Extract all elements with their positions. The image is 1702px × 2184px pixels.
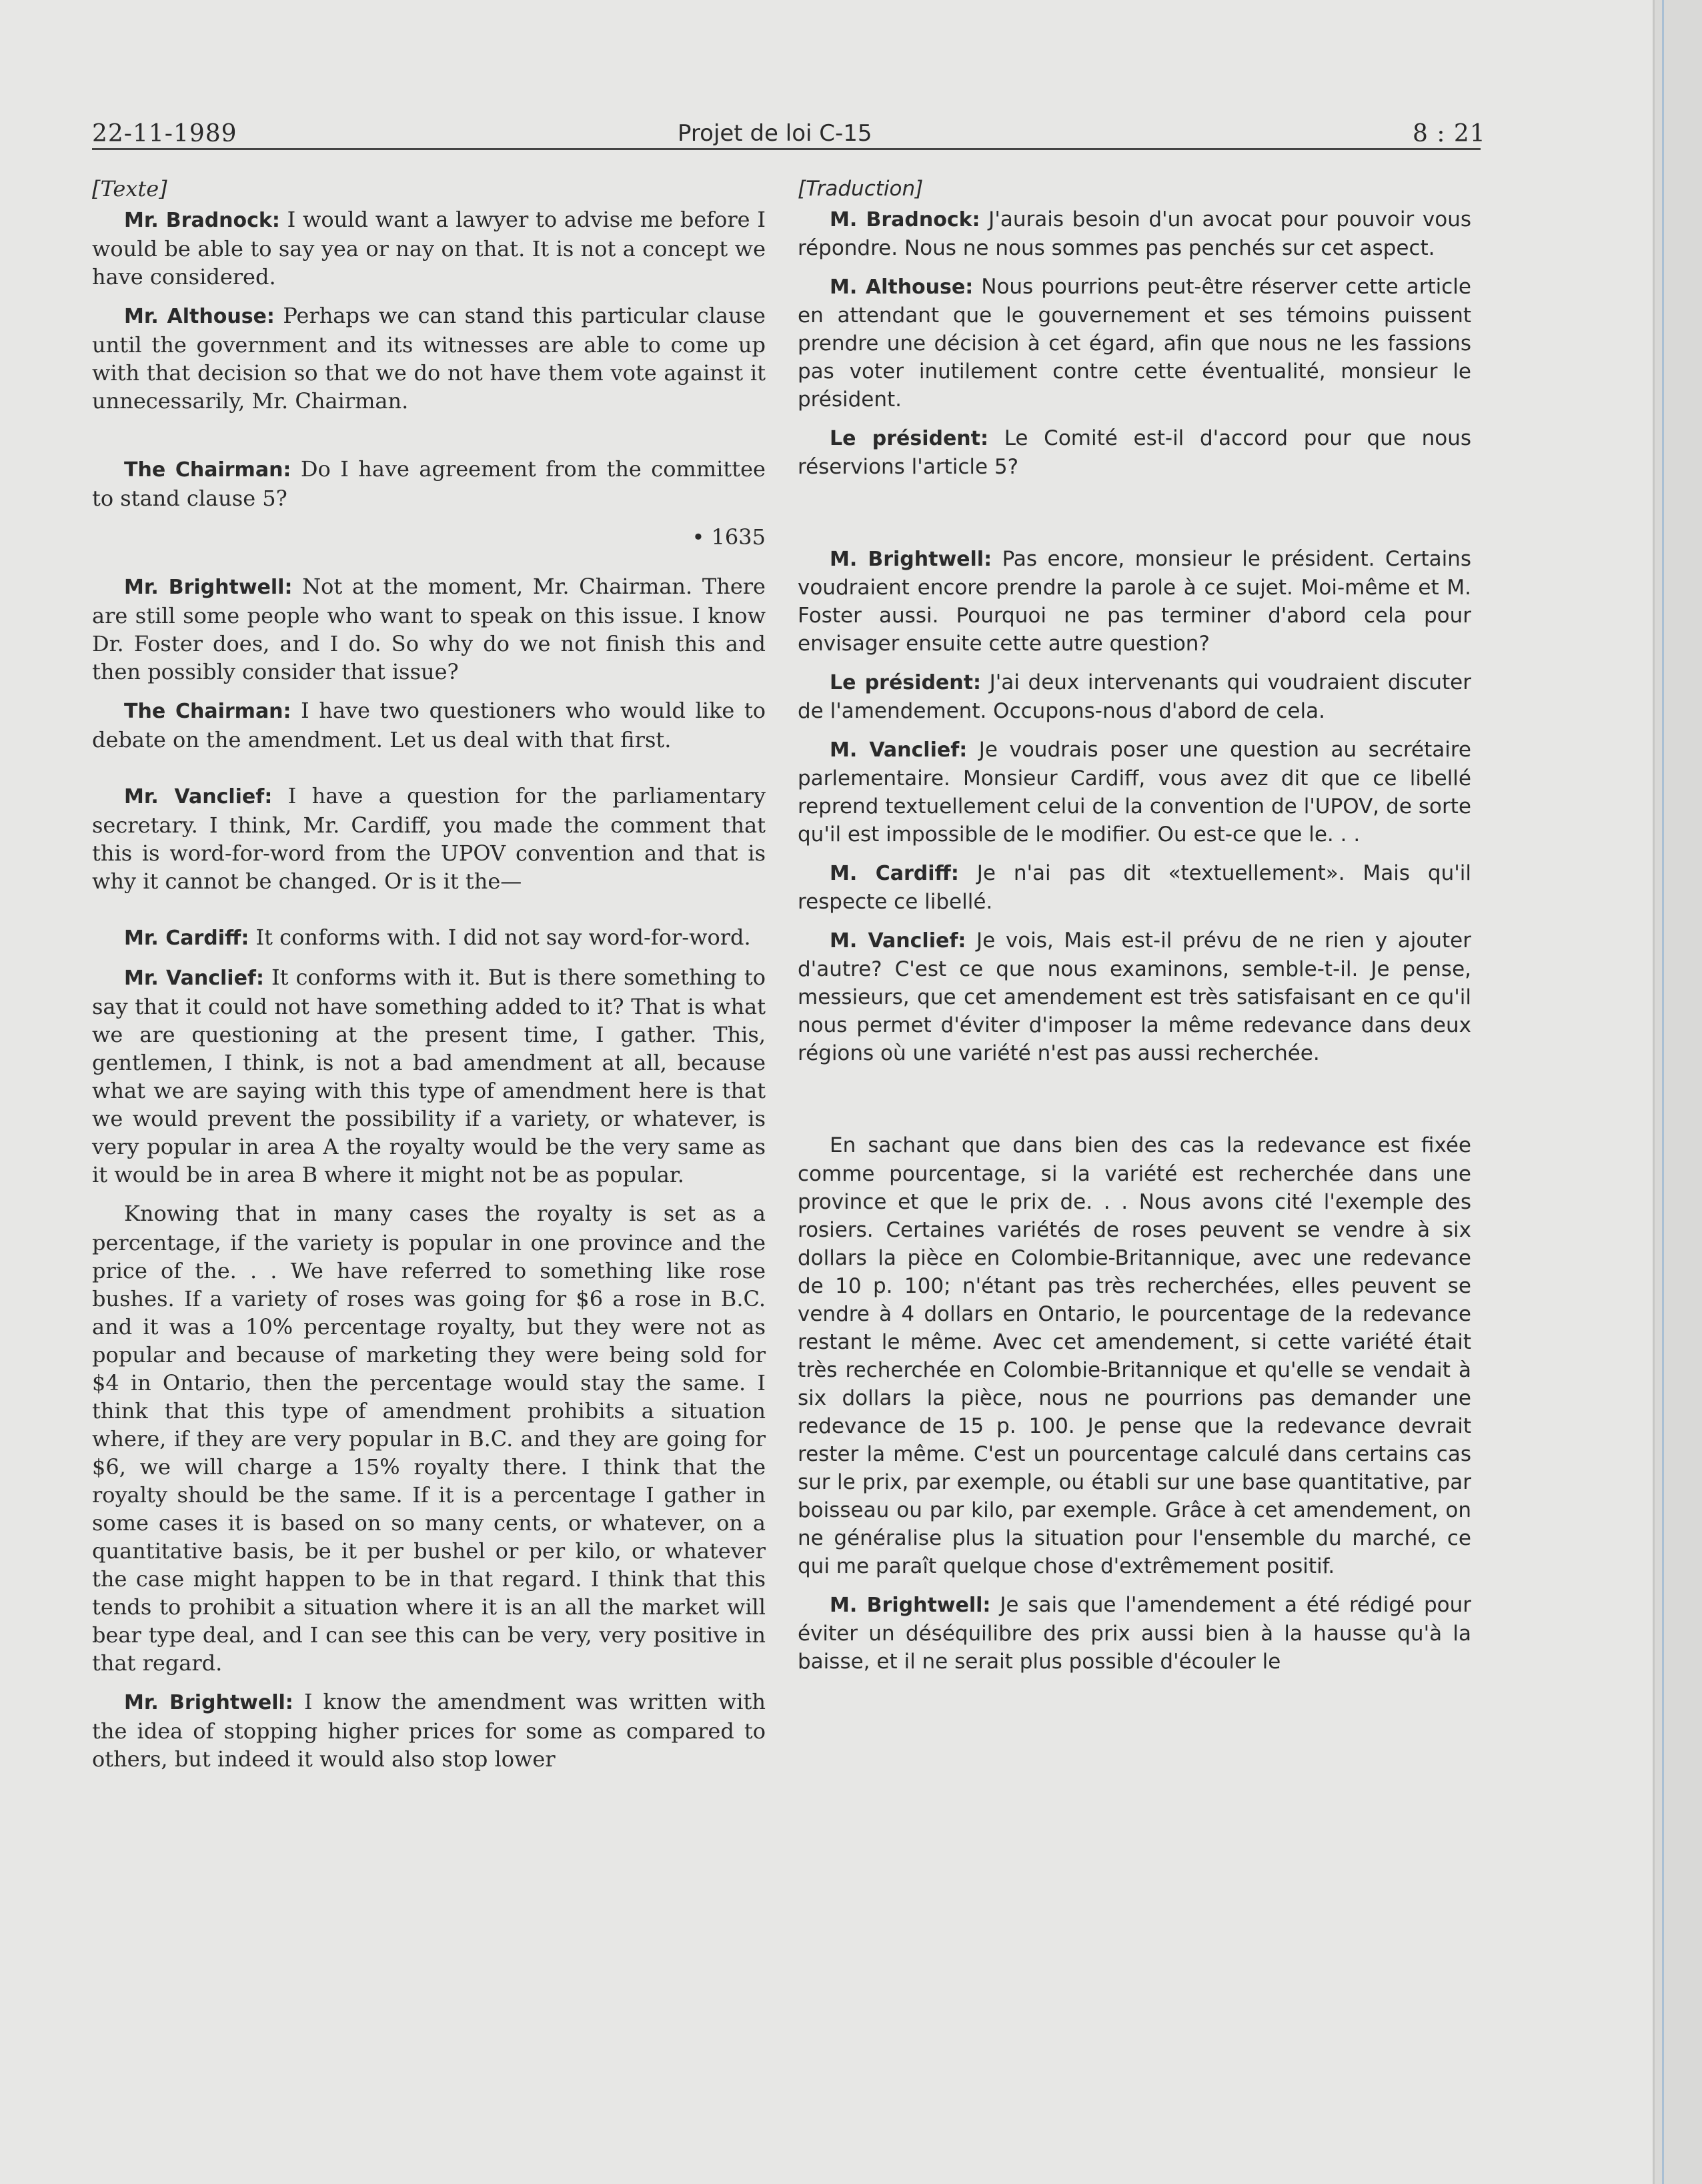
speaker-name: Mr. Brightwell: [124, 1691, 293, 1714]
speech-text: Le Comité est-il d'accord pour que nous réservions l'article 5? [798, 426, 1471, 479]
speech-text: It conforms with. I did not say word-for-word. [249, 925, 751, 950]
header-rule [92, 148, 1481, 150]
speech-text: Je n'ai pas dit «textuellement». Mais qu'il respecte ce libellé. [798, 861, 1471, 914]
speaker-name: Mr. Vanclief: [124, 785, 273, 808]
translation-marker: [Traduction] [798, 177, 924, 201]
speaker-name: M. Brightwell: [830, 1594, 991, 1617]
header-page-number: 8 : 21 [1413, 120, 1486, 147]
speech-text: En sachant que dans bien des cas la redevance est fixée comme pourcentage, si la variété est recherchée dans une province et que le prix de. . . Nous avons cité l'exemple des rosiers. Certaines variétés de roses peuvent se vendre à six dollars la pièce en Colombie-Britannique, avec une redevance de 10 p. 100; n'étant pas très recherchées, elles peuvent se vendre à 4 dollars en Ontario, le pourcentage de la redevance restant le même. Avec cet amendement, si cette variété était très recherchée en Colombie-Britannique et qu'elle se vendait à six dollars la pièce, nous ne pourrions pas demander une redevance de 15 p. 100. Je pense que la redevance devrait rester la même. C'est un pourcentage calculé dans certains cas sur le prix, par exemple, ou établi sur une base quantitative, par boisseau ou par kilo, par exemple. Grâce à cet amendement, on ne généralise plus la situation pour l'ensemble du marché, ce qui me paraît quelque chose d'extrêmement positif. [798, 1133, 1471, 1578]
speech-text: I have a question for the parliamentary secretary. I think, Mr. Cardiff, you made the comment that this is word-for-word from the UPOV convention and that is why it cannot be changed. Or is it the— [92, 783, 766, 894]
speaker-name: The Chairman: [124, 458, 291, 482]
paragraph [798, 1131, 1471, 1580]
paragraph [92, 1688, 766, 1773]
speaker-name: The Chairman: [124, 700, 291, 723]
spacer [798, 1078, 1471, 1131]
speech-text: Knowing that in many cases the royalty is set as a percentage, if the variety is popular in one province and the price of the. . . We have referred to something like rose bushes. If a variety of roses was going for $6 a rose in B.C. and it was a 10% percentage royalty, but they were not as popular and because of marketing they were being sold for $4 in Ontario, then the percentage would stay the same. I think that this type of amendment prohibits a situation where, if they are very popular in B.C. and they are going for $6, we will charge a 15% royalty there. I think that the royalty should be the same. If it is a percentage I gather in some cases it is based on so many cents, or whatever, on a quantitative basis, be it per bushel or per kilo, or whatever the case might happen to be in that regard. I think that this tends to prohibit a situation where it is an all the market will bear type deal, and I can see this can be very, very positive in that regard. [92, 1201, 766, 1676]
paragraph [92, 302, 766, 415]
french-column [798, 175, 1471, 1686]
speaker-name: Mr. Bradnock: [124, 209, 280, 232]
speaker-name: Mr. Cardiff: [124, 927, 249, 950]
speaker-name: M. Althouse: [830, 276, 974, 299]
paragraph [798, 1591, 1471, 1676]
paragraph [92, 1199, 766, 1677]
speech-text: I know the amendment was written with the idea of stopping higher prices for some as compared to others, but indeed it would also stop lower [92, 1689, 766, 1772]
paragraph [798, 736, 1471, 849]
speech-text: Not at the moment, Mr. Chairman. There are still some people who want to speak on this issue. I know Dr. Foster does, and I do. So why do we not finish this and then possibly consider that issue? [92, 574, 766, 684]
paragraph [92, 696, 766, 754]
speaker-name: M. Bradnock: [830, 208, 980, 231]
speaker-name: Mr. Vanclief: [124, 967, 264, 990]
paragraph [92, 455, 766, 512]
paragraph [798, 668, 1471, 725]
paragraph [798, 545, 1471, 658]
paragraph [92, 572, 766, 686]
time-stamp: • 1635 [692, 524, 766, 550]
speaker-name: Le président: [830, 427, 989, 450]
paragraph [798, 424, 1471, 481]
speech-text: Je vois, Mais est-il prévu de ne rien y ajouter d'autre? C'est ce que nous examinons, semble-t-il. Je pense, messieurs, que cet amendement est très satisfaisant en ce qu'il nous permet d'éviter d'imposer la même redevance dans deux régions où une variété n'est pas aussi recherchée. [798, 929, 1471, 1065]
spacer [92, 426, 766, 455]
paragraph [798, 927, 1471, 1067]
spacer [92, 764, 766, 782]
speaker-name: M. Cardiff: [830, 862, 959, 885]
speech-text: Nous pourrions peut-être réserver cette article en attendant que le gouvernement et ses témoins puissent prendre une décision à cet égard, afin que nous ne les fassions pas voter inutilement contre cette éventualité, monsieur le président. [798, 275, 1471, 412]
speech-text: J'ai deux intervenants qui voudraient discuter de l'amendement. Occupons-nous d'abord de cela. [798, 670, 1471, 723]
paragraph [798, 205, 1471, 262]
speaker-name: Mr. Althouse: [124, 305, 275, 328]
speech-text: I would want a lawyer to advise me before I would be able to say yea or nay on that. It is not a concept we have considered. [92, 207, 766, 290]
speaker-name: M. Vanclief: [830, 929, 966, 953]
paragraph [92, 963, 766, 1189]
speaker-name: M. Vanclief: [830, 738, 968, 762]
page-edge [1653, 0, 1655, 2184]
header-title: Projet de loi C-15 [678, 120, 872, 147]
speech-text: J'aurais besoin d'un avocat pour pouvoir vous répondre. Nous ne nous sommes pas penchés sur cet aspect. [798, 207, 1471, 260]
header-date: 22-11-1989 [92, 120, 237, 147]
english-column [92, 175, 766, 1784]
speech-text: Pas encore, monsieur le président. Certains voudraient encore prendre la parole à ce sujet. Moi-même et M. Foster aussi. Pourquoi ne pas terminer d'abord cela pour envisager ensuite cette autre question? [798, 547, 1472, 656]
speech-text: It conforms with it. But is there something to say that it could not have something added to it? That is what we are questioning at the present time, I gather. This, gentlemen, I think, is not a bad amendment at all, because what we are saying with this type of amendment here is that we would prevent the possibility if a variety, or whatever, is very popular in area A the royalty would be the very same as it would be in area B where it might not be as popular. [92, 965, 766, 1187]
binding-edge [1662, 0, 1664, 2184]
speech-text: I have two questioners who would like to debate on the amendment. Let us deal with that first. [92, 698, 766, 752]
spacer [92, 906, 766, 923]
paragraph [92, 205, 766, 291]
speaker-name: Mr. Brightwell: [124, 576, 293, 599]
speaker-name: M. Brightwell: [830, 548, 992, 571]
paragraph [92, 782, 766, 895]
speaker-name: Le président: [830, 671, 981, 694]
paragraph [798, 273, 1471, 414]
speech-text: Je voudrais poser une question au secrétaire parlementaire. Monsieur Cardiff, vous avez dit que ce libellé reprend textuellement celui de la convention de l'UPOV, de sorte qu'il est impossible de le modifier. Ou est-ce que le. . . [798, 738, 1471, 847]
text-marker: [Texte] [92, 176, 167, 201]
speech-text: Je sais que l'amendement a été rédigé pour éviter un déséquilibre des prix aussi bien à la hausse qu'à la baisse, et il ne serait plus possible d'écouler le [798, 1593, 1471, 1674]
speech-text: Do I have agreement from the committee to stand clause 5? [92, 456, 766, 511]
spacer [798, 492, 1471, 545]
paragraph [798, 859, 1471, 916]
paragraph [92, 923, 766, 953]
speech-text: Perhaps we can stand this particular clause until the government and its witnesses are able to come up with that decision so that we do not have them vote against it unnecessarily, Mr. Chairman. [92, 303, 766, 414]
